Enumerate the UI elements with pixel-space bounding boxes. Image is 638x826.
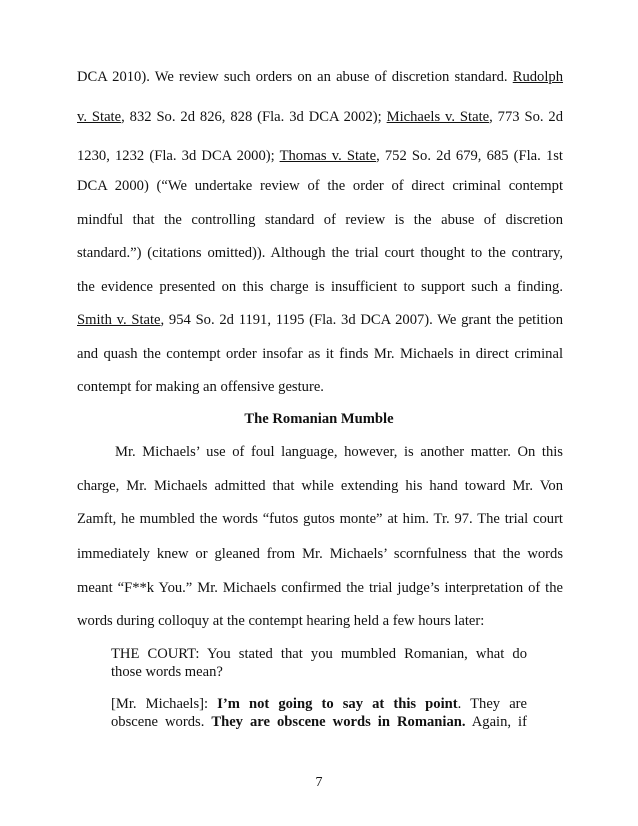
case-citation-rudolph-cont: v. State [77, 109, 122, 125]
body-line-9: and quash the contempt order insofar as it finds Mr. Michaels in direct criminal [77, 346, 563, 362]
quote-line-1: THE COURT: You stated that you mumbled Romanian, what do [111, 646, 527, 662]
body2-line-3: Zamft, he mumbled the words “futos gutos monte” at him. Tr. 97. The trial court [77, 511, 563, 527]
body-line-8 [77, 311, 563, 329]
speaker-label: [Mr. Michaels]: [111, 696, 218, 712]
body-text: DCA 2010). We review such orders on an abuse of discretion standard. [77, 69, 513, 85]
quote-line-4 [111, 713, 527, 731]
section-heading: The Romanian Mumble [244, 411, 394, 427]
case-citation-michaels: Michaels v. State [386, 109, 490, 125]
body-line-10: contempt for making an offensive gesture. [77, 379, 324, 395]
quote-text: . They are [457, 696, 528, 712]
page-number: 7 [315, 775, 323, 790]
case-citation-thomas: Thomas v. State [279, 148, 377, 164]
quote-text: obscene words. [111, 714, 212, 730]
body2-line-4: immediately knew or gleaned from Mr. Michaels’ scornfulness that the words [77, 546, 563, 562]
case-citation-rudolph: Rudolph [512, 69, 563, 85]
bold-emphasis: They are obscene words in Romanian. [211, 714, 466, 730]
body-text: , 773 So. 2d [489, 109, 564, 125]
body-line-2 [77, 108, 563, 126]
quote-text: Again, if [465, 714, 527, 730]
body2-line-5: meant “F**k You.” Mr. Michaels confirmed the trial judge’s interpretation of the [77, 580, 563, 596]
body-text: , 832 So. 2d 826, 828 (Fla. 3d DCA 2002); [121, 109, 387, 125]
body-line-3 [77, 147, 563, 165]
case-citation-smith: Smith v. State [77, 312, 161, 328]
body-line-5: mindful that the controlling standard of review is the abuse of discretion [77, 212, 563, 228]
body-text: 1230, 1232 (Fla. 3d DCA 2000); [77, 148, 280, 164]
body-text: , 954 So. 2d 1191, 1195 (Fla. 3d DCA 2007). We grant the petition [160, 312, 563, 328]
body-line-6: standard.”) (citations omitted)). Although the trial court thought to the contrary, [77, 245, 563, 261]
body-line-7: the evidence presented on this charge is insufficient to support such a finding. [77, 279, 563, 295]
body2-line-6: words during colloquy at the contempt hearing held a few hours later: [77, 613, 485, 629]
quote-line-3 [111, 695, 527, 713]
bold-emphasis: I’m not going to say at this point [217, 696, 458, 712]
body-text: , 752 So. 2d 679, 685 (Fla. 1st [376, 148, 563, 164]
body2-line-2: charge, Mr. Michaels admitted that while extending his hand toward Mr. Von [77, 478, 563, 494]
body-line-4: DCA 2000) (“We undertake review of the order of direct criminal contempt [77, 178, 563, 194]
body-line-1 [77, 68, 563, 86]
body2-line-1: Mr. Michaels’ use of foul language, however, is another matter. On this [115, 444, 563, 460]
quote-line-2: those words mean? [111, 664, 223, 680]
